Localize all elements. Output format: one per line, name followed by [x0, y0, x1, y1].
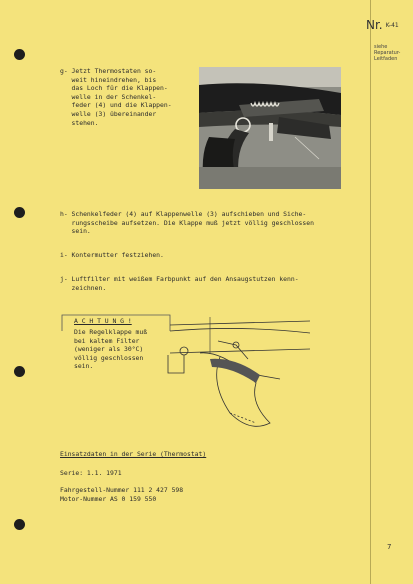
warning-body: Die Regelklappe muß bei kaltem Filter (weniger als 30°C) völlig geschlossen sein. — [74, 328, 148, 371]
step-j: j- Luftfilter mit weißem Farbpunkt auf den Ansaugstutzen kenn- zeichnen. — [60, 275, 299, 292]
thermostat-photo-image — [199, 67, 341, 189]
thermostat-photo — [199, 67, 341, 189]
binder-hole-4 — [14, 519, 25, 530]
binder-hole-3 — [14, 366, 25, 377]
engine-number: Motor-Nummer AS 0 159 550 — [60, 495, 157, 503]
warning-title: A C H T U N G ! — [74, 317, 132, 325]
binder-hole-2 — [14, 207, 25, 218]
page-code-label: Nr. — [366, 18, 383, 32]
page-code — [366, 18, 399, 32]
series-start: Serie: 1.1. 1971 — [60, 469, 122, 477]
series-heading: Einsatzdaten in der Serie (Thermostat) — [60, 450, 207, 458]
page-code-value: K-41 — [385, 22, 399, 29]
step-h: h- Schenkelfeder (4) auf Klappenwelle (3) aufschieben und Siche- rungsscheibe aufsetzen. Die Klappe muß jetzt völlig geschlossen sein. — [60, 210, 314, 236]
chassis-number: Fahrgestell-Nummer 111 2 427 598 — [60, 486, 184, 494]
page-number: 7 — [387, 543, 392, 551]
filter-flap-diagram — [60, 313, 320, 438]
step-i: i- Kontermutter festziehen. — [60, 251, 164, 259]
step-g: g- Jetzt Thermostaten so- weit hineindrehen, bis das Loch für die Klappen- welle in der Schenkel- feder (4) und die Klappen- welle (3) übereinander stehen. — [60, 67, 172, 127]
margin-rule — [370, 0, 371, 584]
side-note-text: siehe Reparatur- Leitfaden — [374, 44, 401, 62]
binder-hole-1 — [14, 49, 25, 60]
side-note — [374, 44, 410, 62]
